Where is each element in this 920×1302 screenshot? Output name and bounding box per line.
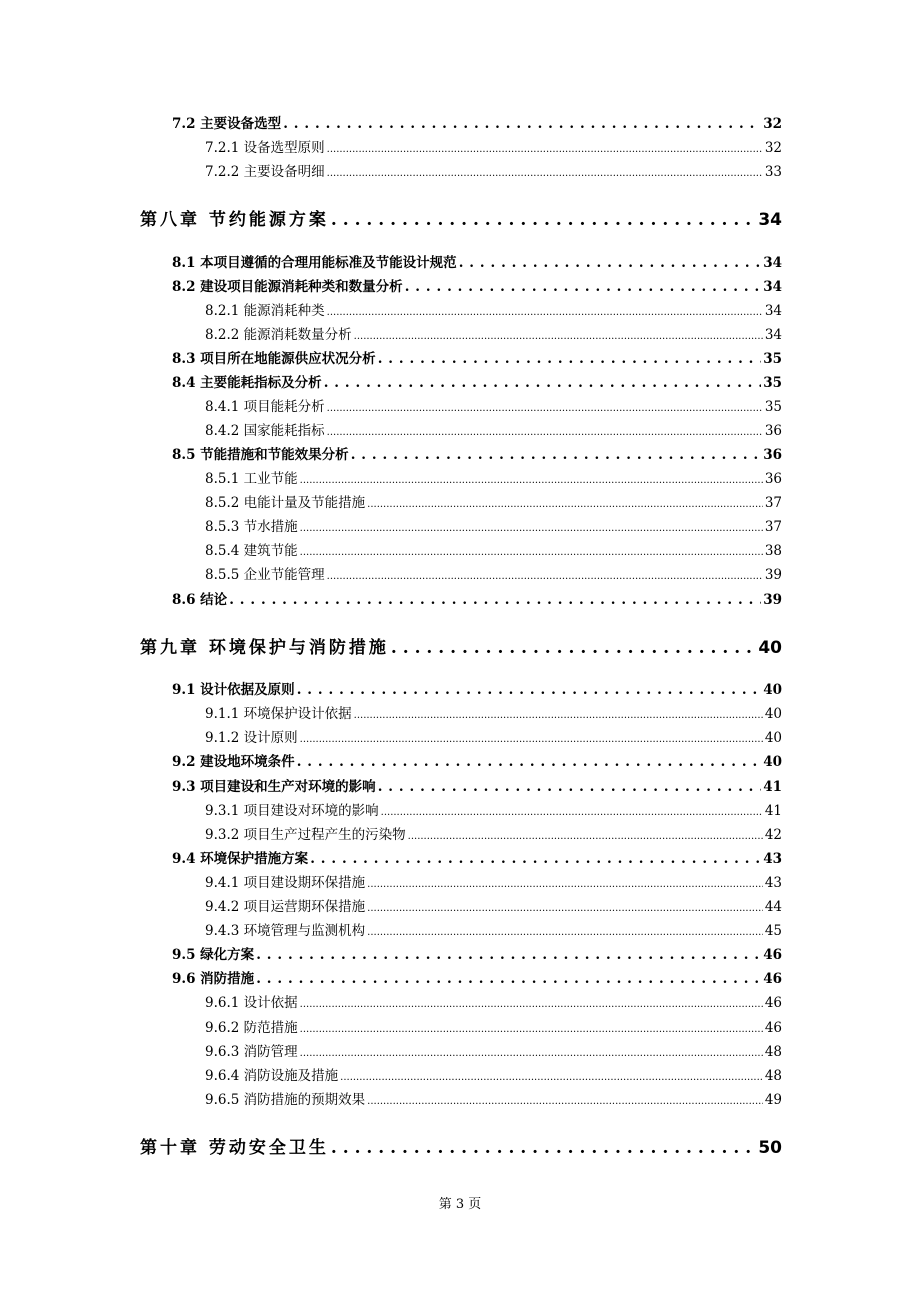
toc-entry-label: 8.1 本项目遵循的合理用能标准及节能设计规范 <box>172 255 457 271</box>
toc-page-number: 37 <box>764 495 782 511</box>
toc-dot-leader <box>327 139 763 159</box>
toc-page-number: 37 <box>764 519 782 535</box>
toc-section-entry[interactable] <box>172 778 782 796</box>
toc-entry-label: 9.6.1 设计依据 <box>205 995 298 1011</box>
toc-dot-leader <box>327 566 763 586</box>
toc-subsection-entry[interactable] <box>205 1067 782 1087</box>
toc-dot-leader <box>378 350 762 368</box>
toc-subsection-entry[interactable] <box>205 163 782 183</box>
toc-page-number: 36 <box>764 423 782 439</box>
page-footer: 第 3 页 <box>438 1197 482 1212</box>
toc-subsection-entry[interactable] <box>205 139 782 159</box>
toc-subsection-entry[interactable] <box>205 898 782 918</box>
toc-entry-label: 9.4.2 项目运营期环保措施 <box>205 899 366 915</box>
toc-page-number: 46 <box>763 947 782 963</box>
toc-entry-label: 8.5 节能措施和节能效果分析 <box>172 447 349 463</box>
toc-page-number: 35 <box>763 351 782 367</box>
toc-page-number: 46 <box>764 1020 782 1036</box>
toc-entry-label: 9.6 消防措施 <box>172 971 255 987</box>
toc-page-number: 42 <box>764 827 782 843</box>
toc-dot-leader <box>354 705 763 725</box>
toc-page-number: 35 <box>764 399 782 415</box>
toc-section-entry[interactable] <box>172 115 782 133</box>
toc-entry-label: 9.3 项目建设和生产对环境的影响 <box>172 779 376 795</box>
toc-entry-label: 第十章 劳动安全卫生 <box>140 1138 329 1158</box>
toc-chapter-entry[interactable] <box>140 1137 782 1159</box>
toc-dot-leader <box>300 518 763 538</box>
toc-page-number: 43 <box>764 875 782 891</box>
toc-subsection-entry[interactable] <box>205 470 782 490</box>
toc-dot-leader <box>405 278 762 296</box>
toc-section-entry[interactable] <box>172 946 782 964</box>
toc-entry-label: 8.2 建设项目能源消耗种类和数量分析 <box>172 279 403 295</box>
toc-entry-label: 8.5.4 建筑节能 <box>205 543 298 559</box>
toc-dot-leader <box>300 542 763 562</box>
toc-subsection-entry[interactable] <box>205 922 782 942</box>
toc-page-number: 48 <box>764 1068 782 1084</box>
toc-subsection-entry[interactable] <box>205 729 782 749</box>
toc-dot-leader <box>351 446 762 464</box>
toc-entry-label: 9.1 设计依据及原则 <box>172 682 295 698</box>
toc-subsection-entry[interactable] <box>205 1043 782 1063</box>
toc-dot-leader <box>327 398 763 418</box>
toc-page-number: 40 <box>763 754 782 770</box>
toc-subsection-entry[interactable] <box>205 705 782 725</box>
toc-subsection-entry[interactable] <box>205 542 782 562</box>
toc-subsection-entry[interactable] <box>205 422 782 442</box>
toc-page-number: 46 <box>763 971 782 987</box>
toc-entry-label: 7.2.1 设备选型原则 <box>205 140 325 156</box>
toc-page-number: 41 <box>764 803 782 819</box>
toc-page-number: 40 <box>763 682 782 698</box>
toc-dot-leader <box>378 778 762 796</box>
toc-subsection-entry[interactable] <box>205 398 782 418</box>
toc-dot-leader <box>331 1137 756 1159</box>
toc-entry-label: 9.6.2 防范措施 <box>205 1020 298 1036</box>
toc-page-number: 40 <box>758 638 782 658</box>
toc-entry-label: 8.5.3 节水措施 <box>205 519 298 535</box>
toc-entry-label: 9.1.2 设计原则 <box>205 730 298 746</box>
toc-entry-label: 8.4.2 国家能耗指标 <box>205 423 325 439</box>
toc-entry-label: 9.1.1 环境保护设计依据 <box>205 706 352 722</box>
toc-dot-leader <box>340 1067 763 1087</box>
toc-entry-label: 8.5.2 电能计量及节能措施 <box>205 495 366 511</box>
toc-dot-leader <box>256 946 761 964</box>
toc-section-entry[interactable] <box>172 254 782 272</box>
toc-entry-label: 第九章 环境保护与消防措施 <box>140 638 389 658</box>
toc-page-number: 39 <box>764 567 782 583</box>
toc-dot-leader <box>327 163 763 183</box>
toc-entry-label: 9.6.5 消防措施的预期效果 <box>205 1092 366 1108</box>
toc-subsection-entry[interactable] <box>205 494 782 514</box>
toc-section-entry[interactable] <box>172 446 782 464</box>
toc-entry-label: 9.3.2 项目生产过程产生的污染物 <box>205 827 406 843</box>
toc-page-number: 33 <box>764 164 782 180</box>
toc-page-number: 46 <box>764 995 782 1011</box>
toc-dot-leader <box>324 374 762 392</box>
toc-entry-label: 9.6.3 消防管理 <box>205 1044 298 1060</box>
toc-entry-label: 9.5 绿化方案 <box>172 947 255 963</box>
toc-page-number: 48 <box>764 1044 782 1060</box>
toc-section-entry[interactable] <box>172 278 782 296</box>
toc-subsection-entry[interactable] <box>205 1091 782 1111</box>
toc-page-number: 34 <box>763 279 782 295</box>
toc-dot-leader <box>367 494 763 514</box>
toc-page-number: 43 <box>763 851 782 867</box>
toc-page-number: 44 <box>764 899 782 915</box>
toc-entry-label: 8.6 结论 <box>172 592 228 608</box>
toc-dot-leader <box>367 898 763 918</box>
toc-entry-label: 第八章 节约能源方案 <box>140 210 329 230</box>
toc-dot-leader <box>300 1043 763 1063</box>
toc-dot-leader <box>283 115 761 133</box>
toc-section-entry[interactable] <box>172 591 782 609</box>
toc-dot-leader <box>229 591 761 609</box>
toc-page-number: 40 <box>764 706 782 722</box>
toc-dot-leader <box>391 637 756 659</box>
toc-entry-label: 9.4 环境保护措施方案 <box>172 851 309 867</box>
toc-page-number: 41 <box>763 779 782 795</box>
toc-subsection-entry[interactable] <box>205 302 782 322</box>
toc-subsection-entry[interactable] <box>205 1019 782 1039</box>
toc-page-number: 34 <box>764 303 782 319</box>
toc-dot-leader <box>354 326 763 346</box>
toc-dot-leader <box>331 209 756 231</box>
toc-entry-label: 9.4.3 环境管理与监测机构 <box>205 923 366 939</box>
toc-page-number: 34 <box>764 327 782 343</box>
toc-dot-leader <box>367 1091 763 1111</box>
toc-page-number: 34 <box>763 255 782 271</box>
toc-page-number: 38 <box>764 543 782 559</box>
toc-section-entry[interactable] <box>172 374 782 392</box>
toc-page-number: 50 <box>758 1138 782 1158</box>
toc-entry-label: 9.4.1 项目建设期环保措施 <box>205 875 366 891</box>
toc-section-entry[interactable] <box>172 350 782 368</box>
toc-page-number: 49 <box>764 1092 782 1108</box>
toc-dot-leader <box>297 753 762 771</box>
toc-dot-leader <box>300 729 763 749</box>
toc-entry-label: 9.2 建设地环境条件 <box>172 754 295 770</box>
toc-dot-leader <box>327 302 763 322</box>
toc-page-number: 34 <box>758 210 782 230</box>
toc-subsection-entry[interactable] <box>205 518 782 538</box>
toc-entry-label: 8.2.1 能源消耗种类 <box>205 303 325 319</box>
toc-dot-leader <box>300 470 763 490</box>
toc-page-number: 32 <box>763 116 782 132</box>
toc-subsection-entry[interactable] <box>205 566 782 586</box>
toc-dot-leader <box>327 422 763 442</box>
toc-entry-label: 7.2.2 主要设备明细 <box>205 164 325 180</box>
toc-subsection-entry[interactable] <box>205 826 782 846</box>
toc-entry-label: 9.6.4 消防设施及措施 <box>205 1068 339 1084</box>
toc-page-number: 40 <box>764 730 782 746</box>
toc-dot-leader <box>459 254 762 272</box>
toc-page-number: 32 <box>764 140 782 156</box>
toc-subsection-entry[interactable] <box>205 802 782 822</box>
toc-dot-leader <box>408 826 763 846</box>
toc-dot-leader <box>256 970 761 988</box>
toc-entry-label: 8.3 项目所在地能源供应状况分析 <box>172 351 376 367</box>
toc-entry-label: 7.2 主要设备选型 <box>172 116 282 132</box>
toc-subsection-entry[interactable] <box>205 874 782 894</box>
toc-section-entry[interactable] <box>172 970 782 988</box>
toc-page-number: 36 <box>763 447 782 463</box>
toc-page-number: 45 <box>764 923 782 939</box>
toc-dot-leader <box>310 850 761 868</box>
toc-entry-label: 8.5.1 工业节能 <box>205 471 298 487</box>
toc-entry-label: 8.2.2 能源消耗数量分析 <box>205 327 352 343</box>
toc-dot-leader <box>300 994 763 1014</box>
toc-chapter-entry[interactable] <box>140 209 782 231</box>
toc-dot-leader <box>367 874 763 894</box>
toc-entry-label: 8.5.5 企业节能管理 <box>205 567 325 583</box>
toc-chapter-entry[interactable] <box>140 637 782 659</box>
toc-subsection-entry[interactable] <box>205 994 782 1014</box>
toc-section-entry[interactable] <box>172 753 782 771</box>
toc-dot-leader <box>381 802 763 822</box>
toc-entry-label: 8.4.1 项目能耗分析 <box>205 399 325 415</box>
toc-page-number: 36 <box>764 471 782 487</box>
toc-section-entry[interactable] <box>172 850 782 868</box>
toc-dot-leader <box>300 1019 763 1039</box>
toc-entry-label: 9.3.1 项目建设对环境的影响 <box>205 803 379 819</box>
toc-subsection-entry[interactable] <box>205 326 782 346</box>
toc-entry-label: 8.4 主要能耗指标及分析 <box>172 375 322 391</box>
toc-page-number: 35 <box>763 375 782 391</box>
toc-dot-leader <box>297 681 762 699</box>
toc-dot-leader <box>367 922 763 942</box>
toc-section-entry[interactable] <box>172 681 782 699</box>
toc-page-number: 39 <box>763 592 782 608</box>
